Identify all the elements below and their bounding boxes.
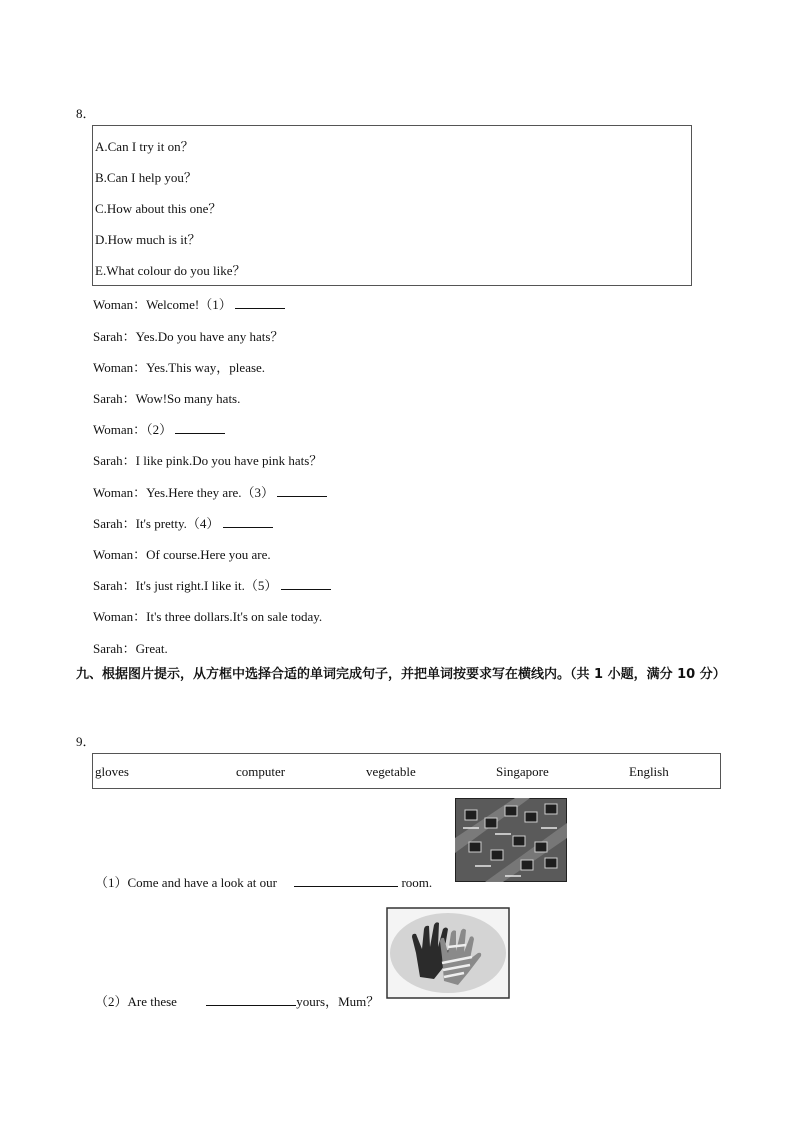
option-e: E.What colour do you like？ [95, 263, 246, 278]
item-2-suffix: yours，Mum？ [296, 994, 380, 1009]
line-text: Yes.This way，please. [146, 360, 266, 375]
speaker: Woman： [93, 360, 147, 375]
item-1-prefix: （1）Come and have a look at our [95, 875, 277, 890]
option-d: D.How much is it？ [95, 232, 201, 247]
option-b: B.Can I help you？ [95, 170, 197, 185]
item-1 [95, 872, 432, 891]
dialogue-line [93, 326, 283, 345]
question-8-number: 8． [76, 106, 96, 121]
dialogue-line [93, 606, 322, 625]
computer-room-photo [455, 798, 567, 882]
line-text: I like pink.Do you have pink hats？ [135, 453, 323, 468]
section-heading: 九、根据图片提示，从方框中选择合适的单词完成句子，并把单词按要求写在横线内。（共 1 小题，满分 10 分） [76, 667, 726, 682]
word-bank-box [92, 753, 721, 789]
speaker: Woman： [93, 485, 147, 500]
line-text: （2） [146, 422, 173, 437]
answer-blank-3[interactable] [277, 485, 327, 497]
dialogue-line [93, 357, 265, 376]
item-1-answer-blank[interactable] [294, 875, 398, 887]
item-2-prefix: （2）Are these [95, 994, 177, 1009]
speaker: Woman： [93, 547, 147, 562]
dialogue-line [93, 638, 168, 657]
dialogue-line [93, 575, 331, 594]
line-text: Wow!So many hats. [135, 391, 241, 406]
speaker: Woman： [93, 422, 147, 437]
line-text: It's just right.I like it.（5） [135, 578, 278, 593]
word-singapore: Singapore [496, 764, 549, 779]
line-text: Great. [135, 641, 168, 656]
speaker: Woman： [93, 297, 147, 312]
item-2 [95, 991, 379, 1010]
speaker: Woman： [93, 609, 147, 624]
gloves-photo [386, 907, 510, 999]
speaker: Sarah： [93, 578, 136, 593]
dialogue-line [93, 482, 327, 501]
word-gloves: gloves [95, 764, 129, 779]
line-text: It's three dollars.It's on sale today. [146, 609, 323, 624]
answer-blank-5[interactable] [281, 578, 331, 590]
option-a: A.Can I try it on？ [95, 139, 194, 154]
speaker: Sarah： [93, 391, 136, 406]
dialogue-line [93, 388, 240, 407]
dialogue-line [93, 544, 271, 563]
line-text: Welcome!（1） [146, 297, 232, 312]
option-c: C.How about this one？ [95, 201, 222, 216]
dialogue-line [93, 419, 225, 438]
speaker: Sarah： [93, 329, 136, 344]
line-text: Of course.Here you are. [146, 547, 271, 562]
word-computer: computer [236, 764, 286, 779]
options-box [92, 125, 692, 286]
item-2-answer-blank[interactable] [206, 994, 296, 1006]
word-vegetable: vegetable [366, 764, 416, 779]
answer-blank-4[interactable] [223, 516, 273, 528]
dialogue-line [93, 513, 273, 532]
line-text: Yes.Here they are.（3） [146, 485, 275, 500]
answer-blank-1[interactable] [235, 297, 285, 309]
dialogue-line [93, 294, 285, 313]
speaker: Sarah： [93, 453, 136, 468]
speaker: Sarah： [93, 516, 136, 531]
speaker: Sarah： [93, 641, 136, 656]
answer-blank-2[interactable] [175, 422, 225, 434]
item-1-suffix: room. [401, 875, 433, 890]
dialogue-line [93, 450, 322, 469]
line-text: Yes.Do you have any hats？ [135, 329, 284, 344]
line-text: It's pretty.（4） [135, 516, 220, 531]
question-9-number: 9． [76, 734, 96, 749]
word-english: English [629, 764, 669, 779]
